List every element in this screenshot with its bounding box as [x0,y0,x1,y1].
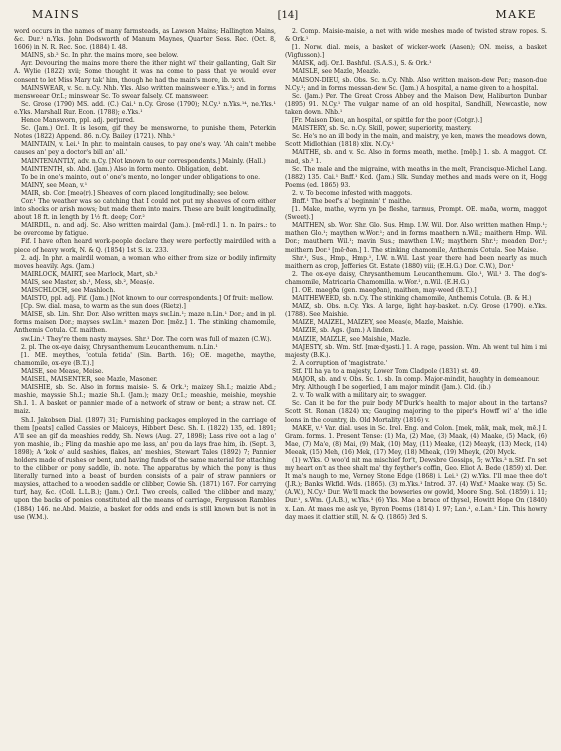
dictionary-entry: Ayr. Devouring the mains more there the ither night wi' their gallanting, Galt Sir A. Wylie (1822) xvii; Some thought it was na come to pass that ye would ever consent to let Miss Mary tak' him, though he had the main's more, ib. xcvi. [14,60,276,84]
dictionary-entry: word occurs in the names of many farmsteads, as Lawson Mains; Hallington Mains, &c. Dur.¹ n.Yks. John Dodsworth of Manum Maynes, Quarter Sess. Rec. (Oct. 8, 1606) in N. R. Rec. Soc. (1884) I. 48. [14,28,276,52]
dictionary-entry: [1. Norw. dial. meis, a basket of wicker-work (Aasen); ON. meiss, a basket (Vigfusson).] [285,44,547,60]
dictionary-entry: 2. Comp. Maisie-maisie, a net with wide meshes made of twisted straw ropes. S. & Ork.¹ [285,28,547,44]
dictionary-entry: MAJESTY, sb. Wm. Stf. [mæ·dʒəsti.] 1. A rage, passion. Wm. Ah went tul him i mi majesty (B.K.). [285,343,547,359]
dictionary-entry: Fif. I have often heard work-people declare they were perfectly mairdiled with a piece of heavy work, N. & Q. (1854) 1st S. ix. 233. [14,238,276,254]
page-number: [14] [277,10,299,21]
dictionary-entry: MAISON-DIEU, sb. Obs. Sc. n.Cy. Nhb. Also written maison-dew Per.; mason-due N.Cy.¹; and in forms messan-dew Sc. (Jam.) A hospital, a name given to a hospital. [285,76,547,92]
dictionary-entry: MAINTENTH, sb. Abd. (Jam.) Also in form mento. Obligation, debt. [21,165,229,173]
right-column [285,28,547,740]
dictionary-entry: MAISTERY, sb. Sc. n.Cy. Skill, power, superiority, mastery. [292,125,472,133]
dictionary-entry: Sc. Can it be for the puir body M'Durk's health to major about in the tartans? Scott St. Ronan (1824) xx; Gauging majoring to the piper's Howff wi' a' the idle loons in the country, ib. Old Mortality (1816) v. [285,400,547,424]
dictionary-entry: MAIRLOCK, MAIRT, see Marlock, Mart, sb.² [21,270,158,278]
dictionary-entry: Sc. The male and the migraine, with meaths in the melt, Francisque-Michel Lang. (1882) 135. Cai.¹ Bnff.¹ Kcd. (Jam.) Slk. Sunday methes and mads were on it, Hogg Poems (ed. 1865) 93. [285,165,547,189]
dictionary-entry: MAISCHLOCH, see Mashloch. [21,287,116,294]
dictionary-entry: Sc. Grose (1790) MS. add. (C.) Cai.¹ n.Cy. Grose (1790); N.Cy.¹ n.Yks.¹⁴, ne.Yks.¹ e.Yks. Marshall Rur. Econ. (1788); e.Yks.¹ [14,100,276,116]
dictionary-entry: 2. adj. In phr. a mairdil woman, a woman who either from size or bodily infirmity moves heavily. Ags. (Jam.) [14,254,276,270]
dictionary-entry: MAISEL, MAISENTER, see Mazle, Masoner. [21,376,158,384]
text-columns [14,28,547,740]
dictionary-entry: MAISHIE, sb. Sc. Also in forms maisie- S. & Ork.¹; maizey Sh.I.; maizie Abd.; mashie, mayssie Sh.I.; mazie Sh.I. (Jam.); mazy Or.I.; meashie, meishie, meyshie Sh.I. 1. A basket or pannier made of a network of straw or bent; a straw net. Cf. maiz. [14,384,276,416]
dictionary-entry: MAINTENANTLY, adv. n.Cy. [Not known to our correspondents.] Mainly. (Hall.) [21,157,266,165]
dictionary-entry: 2. The ox-eye daisy, Chrysanthemum Leucanthemum. Glo.¹, Wil.¹ 3. The dog's-chamomile, Matricaria Chamomilla. w.Wor.¹, n.Wil. (E.H.G.) [285,270,547,286]
dictionary-entry: MAISE, sb. Lin. Shr. Dor. Also written mays sw.Lin.¹; maze n.Lin.¹ Dor.; and in pl. forms maisen Dor.; mayses sw.Lin.¹ mazen Dor. [mēz.] 1. The stinking chamomile, Anthemis Cotula. Cf. maithen. [14,311,276,335]
dictionary-entry: To be in one's mainto, out o' one's mento, no longer under obligations to one. [21,173,261,181]
dictionary-entry: MAITHE, sb. and v. Sc. Also in forms meath, methe. [mēþ.] 1. sb. A maggot. Cf. mad, sb.² 1. [285,149,547,165]
dictionary-entry: MAIR, sb. Cor. [meə(r).] Sheaves of corn placed longitudinally; see below. [21,189,249,197]
dictionary-entry: MAINY, see Mean, v.¹ [21,181,88,189]
dictionary-entry: Sc. He's no an ill body in the main, and maistry, ye ken, maws the meadows down, Scott Midlothian (1818) xlix. N.Cy.¹ [285,133,547,149]
dictionary-entry: MAIRDIL, n. and adj. Sc. Also written mairdal (Jam.). [mē·rdl.] 1. n. In pairs.: to be overcome by fatigue. [14,222,276,238]
dictionary-entry: [Fr. Maison Dieu, an hospital, or spittle for the poor (Cotgr.).] [292,117,483,125]
dictionary-entry: 2. v. To walk with a military air, to swagger. [292,392,427,400]
dictionary-entry: MAISK, adj. Or.I. Bashful. (S.A.S.), S. & Ork.¹ [292,60,432,68]
running-head-right: MAKE [495,8,537,21]
dictionary-entry: MAIZIE, MAIZLE, see Maishie, Mazle. [292,335,411,343]
dictionary-entry: Sh.I. Jakobsen Dial. (1897) 31; Furnishing packages employed in the carriage of them [peats] called Cassies or Maiceys, Hibbert Desc. Sh. I. (1822) 135, ed. 1891; A'll see an gif da meashies reddy, Sh. News (Aug. 27, 1898); Lass rive oot a lag o' yon mashie, ib.; Fling da mashie apo me lass, an' pou da lays frae him, ib. (Sept. 3, 1898); A 'kok o' auld sashies, flakes, an' meshies, Stewart Tales (1892) 7; Pannier holders made of rushes or bent, and having funds of the same material for attaching to the clibber or pony saddle, ib. note. The apparatus by which the pony is thus literally turned into a beast of burden consists of a pair of straw panniers or maysies, attached to a wooden saddle or clibber, Cowie Sh. (1871) 167. For carrying turf, hay, &c. (Coll. L.L.B.); (Jam.) Or.I. Two creels, called 'the clibber and mazy,' upon the backs of ponies constituted all the means of carriage, Fergusson Rambles (1884) 146. ne.Abd. Maizie, a basket for odds and ends is still known but is not in use (W.M.). [14,416,276,521]
dictionary-entry: Cor.¹ The weather was so catching that I could not put my sheaves of corn either into shocks or arish mows; but made them into mairs. These are built longitudinally, about 18 ft. in length by 1½ ft. deep; Cor.² [14,197,276,222]
dictionary-entry: Bnff.¹ The beef's a' beginnin' t' maithe. [292,197,412,205]
dictionary-entry: MAJOR, sb. and v. Obs. Sc. 1. sb. In comp. Major-mindit, haughty in demeanour. [292,376,540,384]
dictionary-entry: MAINS, sb.² Sc. In phr. the mains more, see below. [21,52,179,60]
dictionary-entry: [Cp. Sw. dial. masa, to warm as the sun does (Rietz).] [21,303,186,311]
dictionary-entry: 2. A corruption of 'magistrate.' [292,359,388,367]
dictionary-entry: MAKE, v.¹ Var. dial. uses in Sc. Irel. Eng. and Colon. [mek, māk, mak, mek, mē.] I. Gram. forms. 1. Present Tense: (1) Ma, (2) Mae, (3) Maak, (4) Maake, (5) Mack, (6) Mae, (7) Ma'e, (8) Mai, (9) Mak, (10) May, (11) Meake, (12) Meayk, (13) Meck, (14) Meeak, (15) Meh, (16) Mek, (17) Mey, (18) Mheak, (19) Mheyk, (20) Myck. [285,424,547,456]
dictionary-entry: MAIZIE, sb. Ags. (Jam.) A linden. [292,327,395,335]
dictionary-entry: Mry. Although I be sogerlied, I am major mindit (Jam.). Cld. (ib.) [292,384,491,392]
dictionary-entry: MAINTAIN, v. Lei.¹ In phr. to maintain causes, to pay one's way. 'Ah cain't mebbe causes an' pey a doctor's bill an' all.' [14,141,276,157]
running-head-left: MAINS [32,8,81,21]
dictionary-entry: MAITHEWEED, sb. n.Cy. The stinking chamomile, Anthemis Cotula. (B. & H.) [292,295,532,303]
dictionary-entry: Sc. (Jam.) Or.I. It is lesom, gif they be mensworne, to punishe them, Peterkin Notes (1822) Append. 86. n.Cy. Bailey (1721). Nhb.¹ [14,125,276,141]
dictionary-entry: sw.Lin.¹ They're them nasty mayses. Shr.¹ Dor. The corn was full of mazen (C.W.). [21,335,272,343]
dictionary-entry: MAISLE, see Mazle, Meazle. [292,68,381,76]
dictionary-entry: Shr.¹, Sus., Hmp., Hmp.¹, I.W. n.Wil. Last year there had been nearly as much maithern as crop, Jefferies Gt. Estate (1880) viii; (E.H.G.) Dor. C.W.), Dor.¹ [285,254,547,270]
dictionary-entry: Hence Mansworn, ppl. adj. perjured. [21,117,135,125]
page-header [32,8,537,24]
dictionary-entry: Stf. I'll ha ya to a majesty, Lower Tom Cladpole (1831) st. 49. [292,367,481,375]
dictionary-entry: [1. OE. maegða (gen. maegðan), maithen, may-weed (B.T.).] [292,287,477,294]
dictionary-entry: MAIS, see Master, sb.¹, Mess, sb.², Meas(e. [21,278,155,286]
dictionary-entry: MAINSWEAR, v. Sc. n.Cy. Nhb. Yks. Also written mainsweer e.Yks.¹; and in forms mensweear Or.I.; minswear Sc. To swear falsely. Cf. mansweer. [14,84,276,100]
dictionary-entry: (1) w.Yks. O woo'd nit ma mischief for't, Dewsbre Gossips, 5; w.Yks.³ n.Stf. I'n set my heart on't as thee shalt ma' thy feyther's coffin, Geo. Eliot A. Bede (1859) xl. Der. It ma's naugh to me, Verney Stone Edge (1868) i. Lei.¹ (2) w.Yks. I'll mae thee do't (J.R.); Banks Wkfld. Wds. (1865). (3) m.Yks.¹ Introd. 37. (4) Wxf.¹ Maake way. (5) Sc. (A.W.), N.Cy.¹ Dur. We'll mack the bowseries ow gowld, Moore Sng. Sol. (1859) i. 11; Dur.¹, s.Wm. (J.A.B.), w.Yks.³ (6) Yks. Mae a brace of thysel, Howitt Hope On (1840) x. Lan. At maes me ask ye, Byron Poems (1814) I. 97; Lan.¹, e.Lan.¹ Lin. This howry day maes it clattier still, N. & Q. (1865) 3rd S. [285,456,547,521]
dictionary-entry: MAISTO, ppl. adj. Fif. (Jam.) [Not known to our correspondents.] Of fruit: mellow. [21,295,274,303]
dictionary-entry: MAISE, see Mease, Meise. [21,367,104,375]
dictionary-entry: 2. pl. The ox-eye daisy, Chrysanthemum Leucanthemum. n.Lin.¹ [21,343,218,351]
dictionary-entry: Sc. (Jam.) Per. The Great Cross Abbey and the Maison Dew, Haliburton Dunbar (1895) 91. N.Cy.¹ The vulgar name of an old hospital, Sandhill, Newcastle, now taken down. Nhb.¹ [285,92,547,116]
dictionary-entry: [1. Make, mathe, wyrm yn þe fleshe, tarmus, Prompt. OE. maða, worm, maggot (Sweet).] [285,206,547,222]
dictionary-entry: MAIZE, MAIZEL, MAIZEY, see Meas(e, Mazle, Maishie. [292,319,464,327]
left-column [14,28,276,740]
dictionary-entry: MAITHEN, sb. Wor. Shr. Glo. Sus. Hmp. I.W. Wil. Dor. Also written mathen Hmp.¹; mathen Glo.¹; maythen w.Wor.¹; and in forms maathern n.Wil.; maithern Hmp. Wil. Dor.; mauthern Wil.¹; mavin Sus.; mawthen I.W.; maythern Shr.¹; meaden Dor.¹; meithern Dor.¹ [mē·ðən.] 1. The stinking chamomile, Anthemis Cotula. See Maise. [285,222,547,254]
dictionary-entry: [1. ME. meythes, 'cotula fetida' (Sin. Barth. 16); OE. magethe, maythe, chamomile, ox-eye (B.T.).] [14,351,276,367]
dictionary-entry: MAIZ, sb. Obs. n.Cy. Yks. A large, light hay-basket. n.Cy. Grose (1790). e.Yks. (1788). See Maishie. [285,303,547,319]
dictionary-entry: 2. v. To become infested with maggots. [292,189,413,197]
